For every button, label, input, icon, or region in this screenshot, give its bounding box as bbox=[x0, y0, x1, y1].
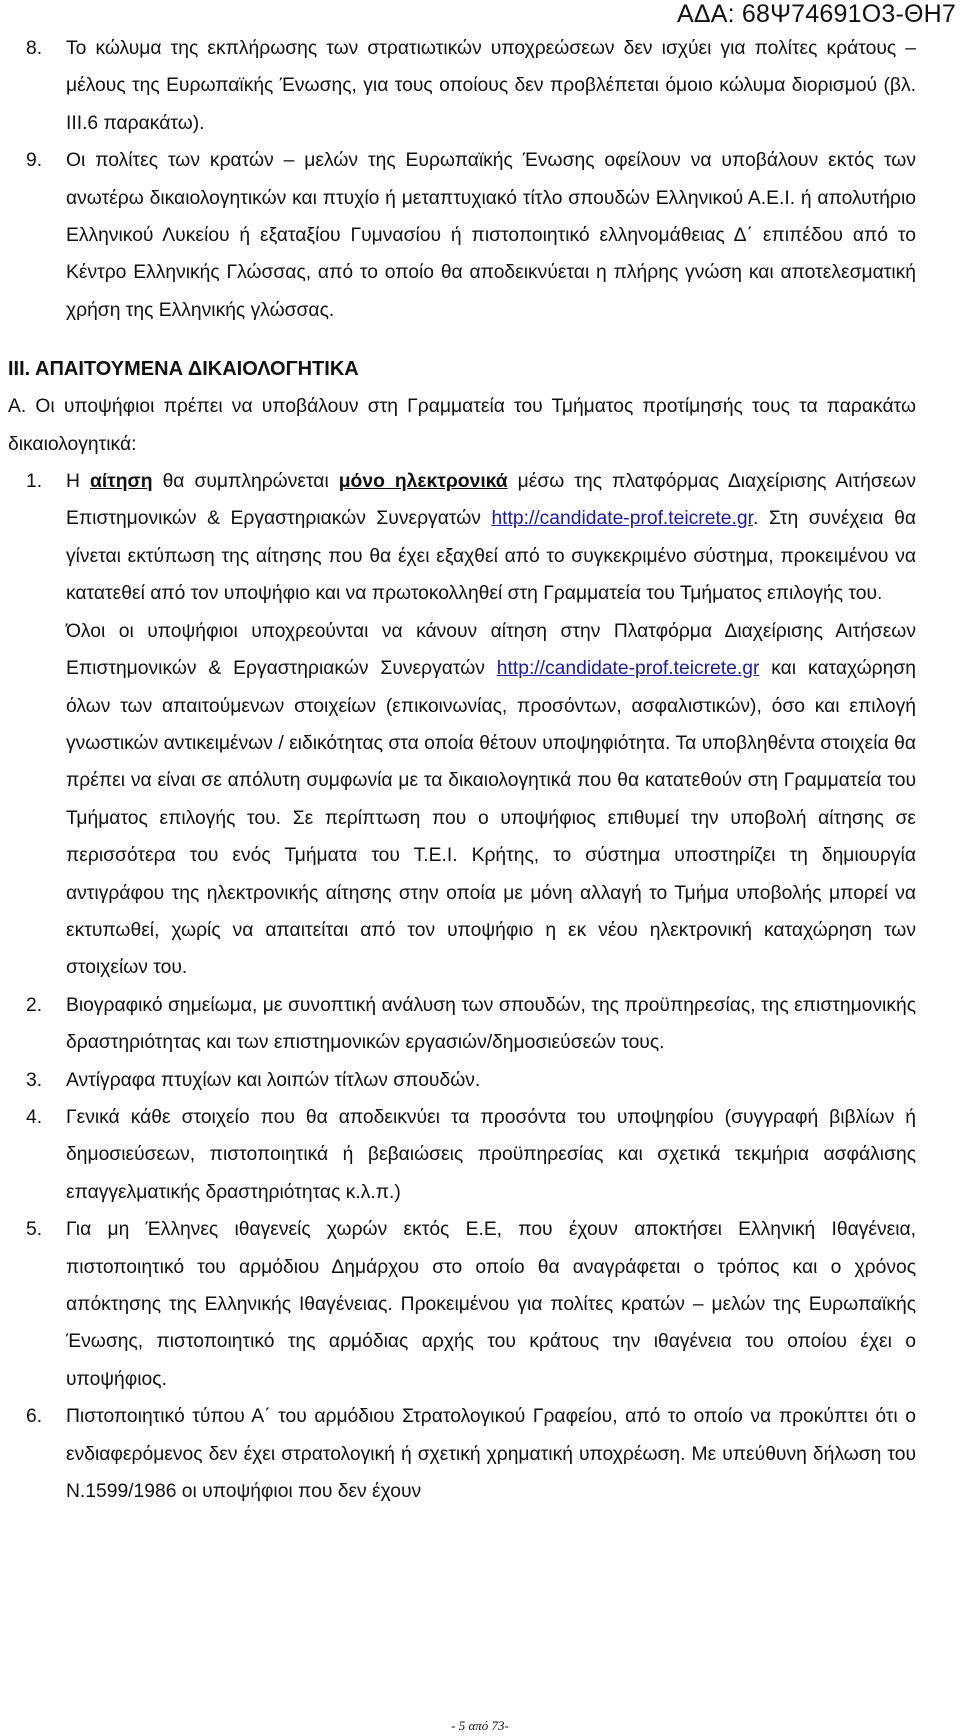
candidate-platform-link-2[interactable]: http://candidate-prof.teicrete.gr bbox=[496, 658, 760, 680]
list-item-4 bbox=[8, 1099, 916, 1211]
emphasis-application: αίτηση bbox=[89, 471, 153, 493]
section-heading: ΙΙΙ. ΑΠΑΙΤΟΥΜΕΝΑ ΔΙΚΑΙΟΛΟΓΗΤΙΚΑ bbox=[8, 358, 359, 381]
section-intro: Α. Οι υποψήφιοι πρέπει να υποβάλουν στη Γραμματεία του Τμήματος προτίμησής τους τα παρακάτω δικαιολογητικά: bbox=[8, 396, 916, 455]
text-run: Όλοι οι υποψήφιοι υποχρεούνται να κάνουν αίτηση στην Πλατφόρμα Διαχείρισης Αιτήσεων Επιστημονικών & Εργαστηριακών Συνεργατών bbox=[66, 620, 916, 680]
list-text: Αντίγραφα πτυχίων και λοιπών τίτλων σπουδών. bbox=[66, 1069, 481, 1091]
list-number: 2. bbox=[26, 994, 43, 1016]
document-body bbox=[8, 30, 916, 1510]
list-item-1 bbox=[8, 463, 916, 613]
list-item-9 bbox=[8, 142, 916, 329]
list-number: 5. bbox=[26, 1219, 43, 1241]
candidate-platform-link[interactable]: http://candidate-prof.teicrete.gr bbox=[491, 508, 753, 530]
list-text: Για μη Έλληνες ιθαγενείς χωρών εκτός Ε.Ε, που έχουν αποκτήσει Ελληνική Ιθαγένεια, πιστοποιητικό του αρμόδιου Δημάρχου στο οποίο θα αναγράφεται ο τρόπος και ο χρόνος απόκτησης της Ελληνικής Ιθαγένειας. Προκειμένου για πολίτες κρατών – μελών της Ευρωπαϊκής Ένωσης, πιστοποιητικό της αρμόδιας αρχής του κράτους την ιθαγένεια του οποίου έχει ο υποψήφιος. bbox=[66, 1219, 916, 1390]
text-run: . Στη συνέχεια θα γίνεται εκτύπωση της αίτησης που θα έχει εξαχθεί από το συγκεκριμένο σύστημα, προκειμένου να κατατεθεί από τον υποψήφιο και να πρωτοκολληθεί στη Γραμματεία του Τμήματος επιλογής του. bbox=[66, 508, 916, 605]
list-text: Οι πολίτες των κρατών – μελών της Ευρωπαϊκής Ένωσης οφείλουν να υποβάλουν εκτός των ανωτέρω δικαιολογητικών και πτυχίο ή μεταπτυχιακό τίτλο σπουδών Ελληνικού Α.Ε.Ι. ή απολυτήριο Ελληνικού Λυκείου ή εξαταξίου Γυμνασίου ή πιστοποιητικό ελληνομάθειας Δ΄ επιπέδου από το Κέντρο Ελληνικής Γλώσσας, από το οποίο θα αποδεικνύεται η πλήρης γνώση και αποτελεσματική χρήση της Ελληνικής γλώσσας. bbox=[66, 150, 916, 321]
list-item-3 bbox=[8, 1062, 916, 1099]
list-item-2 bbox=[8, 987, 916, 1062]
text-run: Η bbox=[66, 471, 90, 493]
emphasis-electronic-only: μόνο ηλεκτρονικά bbox=[338, 471, 508, 493]
list-number: 8. bbox=[26, 38, 43, 59]
ada-code: ΑΔΑ: 68Ψ74691Ο3-ΘΗ7 bbox=[676, 0, 956, 28]
list-item-1-continuation bbox=[8, 613, 916, 987]
text-run: θα συμπληρώνεται bbox=[152, 471, 339, 493]
list-number: 9. bbox=[26, 150, 43, 172]
list-item-8 bbox=[8, 30, 916, 142]
list-number: 4. bbox=[26, 1106, 43, 1128]
list-text: Πιστοποιητικό τύπου Α΄ του αρμόδιου Στρατολογικού Γραφείου, από το οποίο να προκύπτει ότι ο ενδιαφερόμενος δεν έχει στρατολογική ή σχετική χρηματική υποχρέωση. Με υπεύθυνη δήλωση του Ν.1599/1986 οι υποψήφιοι που δεν έχουν bbox=[66, 1406, 916, 1503]
list-number: 1. bbox=[26, 471, 43, 493]
list-number: 6. bbox=[26, 1406, 43, 1428]
list-text: Γενικά κάθε στοιχείο που θα αποδεικνύει τα προσόντα του υποψηφίου (συγγραφή βιβλίων ή δημοσιεύσεων, πιστοποιητικά ή βεβαιώσεις προϋπηρεσίας και σχετικά τεκμήρια ασφάλισης επαγγελματικής δραστηριότητας κ.λ.π.) bbox=[66, 1106, 916, 1203]
list-text bbox=[66, 463, 916, 613]
page-number: - 5 από 73- bbox=[451, 1718, 509, 1733]
list-item-5 bbox=[8, 1211, 916, 1398]
list-text: Το κώλυμα της εκπλήρωσης των στρατιωτικών υποχρεώσεων δεν ισχύει για πολίτες κράτους – μέλους της Ευρωπαϊκής Ένωσης, για τους οποίους δεν προβλέπεται όμοιο κώλυμα διορισμού (βλ. ΙΙΙ.6 παρακάτω). bbox=[66, 38, 916, 134]
list-item-6 bbox=[8, 1398, 916, 1510]
text-run: και καταχώρηση όλων των απαιτούμενων στοιχείων (επικοινωνίας, προσόντων, ασφαλιστικών), όσο και επιλογή γνωστικών αντικειμένων / ειδικότητας στα οποία θέτουν υποψηφιότητα. Τα υποβληθέντα στοιχεία θα πρέπει να είναι σε απόλυτη συμφωνία με τα δικαιολογητικά που θα κατατεθούν στη Γραμματεία του Τμήματος επιλογής του. Σε περίπτωση που ο υποψήφιος επιθυμεί την υποβολή αίτησης σε περισσότερα του ενός Τμήματα του Τ.Ε.Ι. Κρήτης, το σύστημα υποστηρίζει τη δημιουργία αντιγράφου της ηλεκτρονικής αίτησης στην οποία με μόνη αλλαγή το Τμήμα υποβολής μπορεί να εκτυπωθεί, χωρίς να απαιτείται από τον υποψήφιο η εκ νέου ηλεκτρονική καταχώρηση των στοιχείων του. bbox=[66, 658, 916, 979]
list-number: 3. bbox=[26, 1069, 43, 1091]
text-run: μέσω της πλατφόρμας Διαχείρισης Αιτήσεων Επιστημονικών & Εργαστηριακών Συνεργατών bbox=[66, 471, 917, 530]
list-text: Βιογραφικό σημείωμα, με συνοπτική ανάλυση των σπουδών, της προϋπηρεσίας, της επιστημονικής δραστηριότητας και των επιστημονικών εργασιών/δημοσιεύσεών τους. bbox=[66, 994, 916, 1054]
